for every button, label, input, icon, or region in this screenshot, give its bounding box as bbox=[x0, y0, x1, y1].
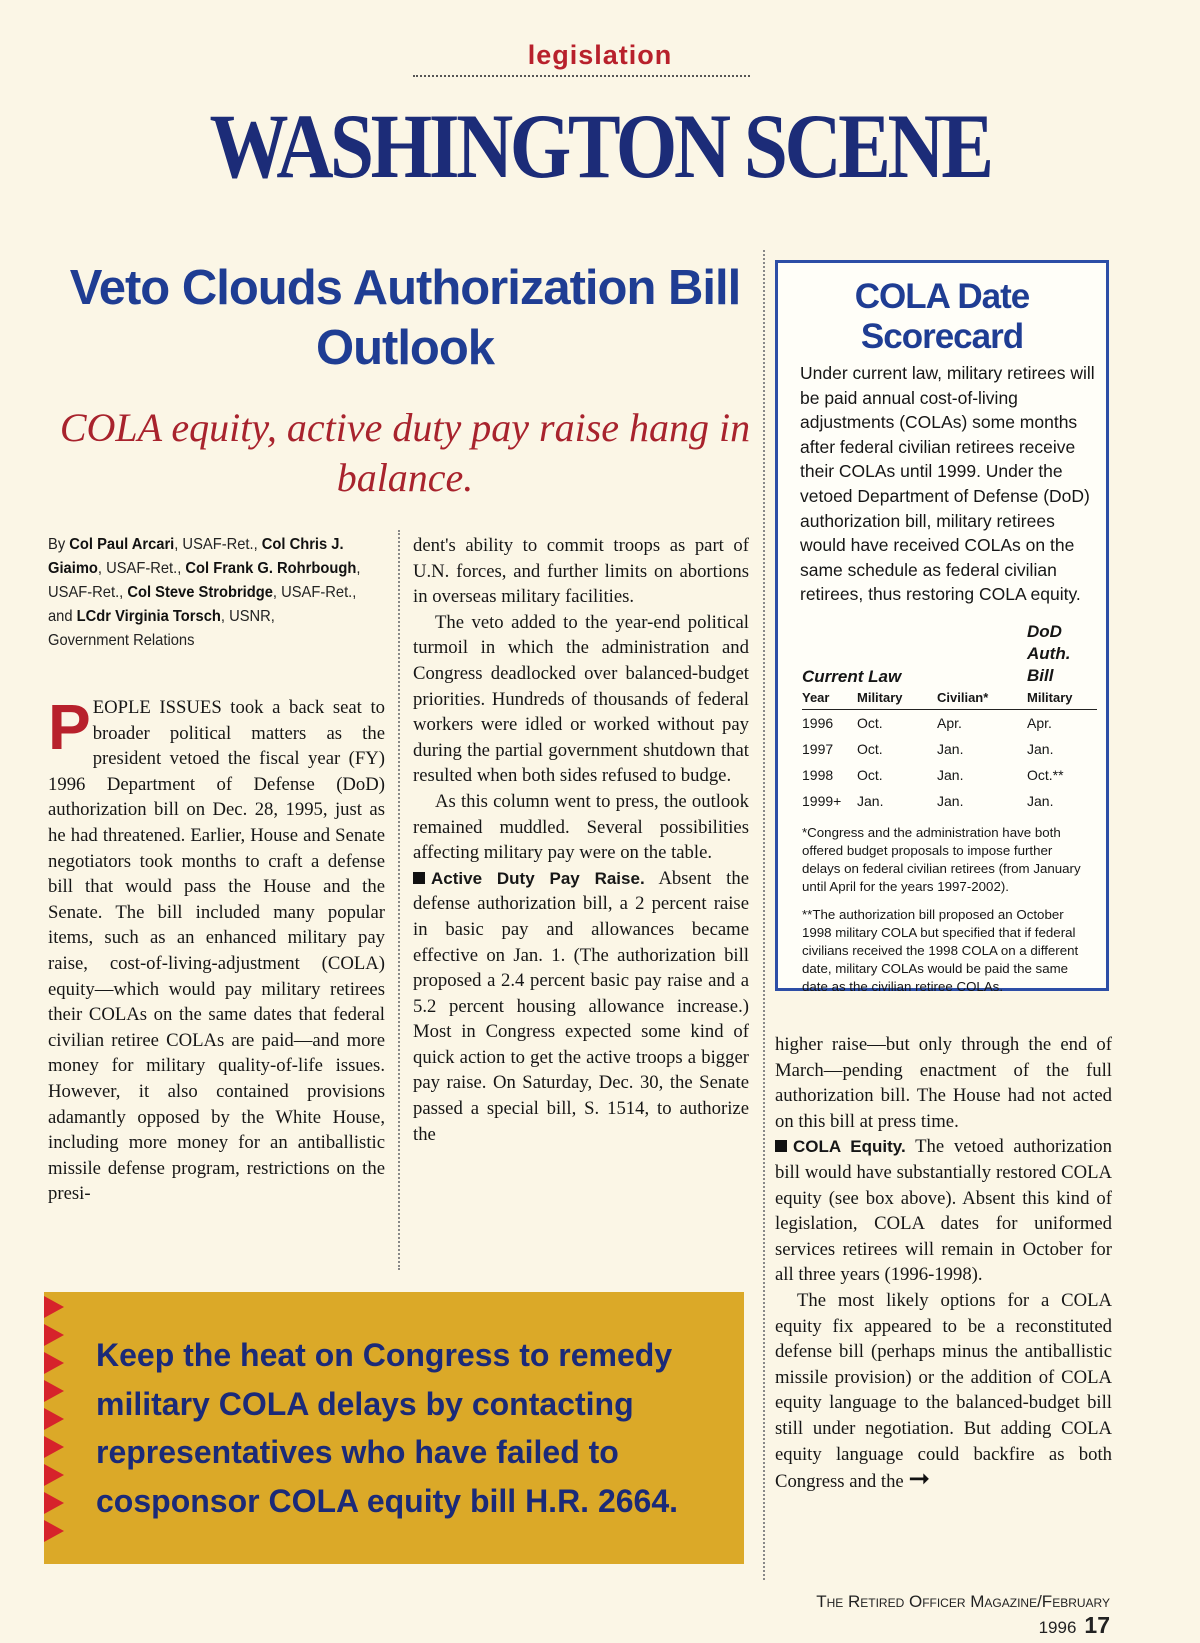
masthead: WASHINGTON SCENE bbox=[209, 95, 991, 197]
group-label: Current Law bbox=[802, 666, 902, 686]
table-cell: 1999+ bbox=[802, 792, 842, 809]
author-affil: USAF-Ret. bbox=[281, 584, 353, 601]
column-1 bbox=[48, 533, 385, 1207]
table-group-current bbox=[802, 617, 1027, 687]
table-cell: Oct. bbox=[857, 766, 883, 783]
table-group-dod bbox=[1027, 617, 1097, 687]
box-intro: Under current law, military retirees will be paid annual cost-of-living adjustments (COLAs) some months after federal civilian retirees receive their COLAs until 1999. Under the vetoed Department of Defense (DoD) authorization bill, military retirees would have received COLAs on the same schedule as federal civilian retirees, thus restoring COLA equity. bbox=[800, 363, 1095, 605]
column-3 bbox=[775, 1032, 1112, 1495]
subhead-cola-equity: COLA Equity. bbox=[793, 1137, 906, 1157]
table-cell: Oct. bbox=[857, 714, 883, 731]
table-cell: 1998 bbox=[802, 766, 834, 783]
triangle-marker-icon bbox=[44, 1324, 64, 1346]
headline: Veto Clouds Authorization Bill Outlook bbox=[69, 261, 741, 375]
lead-paragraph bbox=[48, 691, 385, 1207]
box-title: COLA Date Scorecard bbox=[854, 277, 1030, 356]
column-header: Military bbox=[857, 687, 937, 710]
byline: By Col Paul Arcari, USAF-Ret., Col Chris J. Giaimo, USAF-Ret., Col Frank G. Rohrbough, USAF-Ret., Col Steve Strobridge, USAF-Ret., and LCdr Virginia Torsch, USNR, Government Relations bbox=[48, 536, 361, 649]
triangle-marker-icon bbox=[44, 1520, 64, 1542]
table-cell: Jan. bbox=[937, 792, 964, 809]
paragraph-text: Absent the defense authorization bill, a 2 percent raise in basic pay and allowances became effective on Jan. 1. (The authorization bill proposed a 2.4 percent basic pay raise and a 5.2 percent housing allowance increase.) Most in Congress expected some kind of quick action to get the active troops a bigger pay raise. On Saturday, Dec. 30, the Senate passed a special bill, S. 1514, to authorize the bbox=[413, 867, 750, 1145]
footnote-1: *Congress and the administration have both offered budget proposals to impose further delays on federal civilian retirees (from January until April for the years 1997-2002). bbox=[802, 824, 1081, 894]
paragraph-text: took a back seat to broader political matters as the president vetoed the fiscal year (FY) 1996 Department of Defense (DoD) authorization bill on Dec. 28, 1995, just as he had threatened. Earlier, House and Senate negotiators took months to craft a defense bill that would pass the House and the Senate. The bill included many popular items, such as an enhanced military pay raise, cost-of-living-adjustment (COLA) equity—which would pay military retirees their COLAs on the same dates that federal civilian retiree COLAs are paid—and more money for military quality-of-life issues. However, it also contained provisions adamantly opposed by the White House, including more money for an antiballistic missile defense program, restrictions on the presi- bbox=[48, 697, 385, 1205]
paragraph-text: The most likely options for a COLA equity fix appeared to be a reconstituted defense bill (perhaps minus the antiballistic missile provision) or the addition of COLA equity language to the balanced-budget bill still under negotiation. But adding COLA equity language could backfire as both Congress and the bbox=[775, 1289, 1112, 1493]
table-cell: Jan. bbox=[857, 792, 884, 809]
column-rule bbox=[763, 250, 765, 1580]
group-label: Auth. Bill bbox=[1027, 643, 1071, 685]
table-cell: Apr. bbox=[937, 714, 962, 731]
author-affil: USAF-Ret. bbox=[182, 536, 254, 553]
author-affil: USNR bbox=[229, 608, 271, 625]
byline-prefix: By bbox=[48, 536, 66, 553]
lead-caps: EOPLE ISSUES bbox=[92, 697, 222, 718]
subhead-pay-raise: Active Duty Pay Raise. bbox=[431, 868, 645, 888]
table-cell: 1997 bbox=[802, 740, 834, 757]
author-name: Col Chris J. Giaimo bbox=[48, 536, 344, 577]
continue-arrow-icon: ➞ bbox=[908, 1464, 931, 1495]
paragraph: The veto added to the year-end political turmoil in which the administration and Congress deadlocked over balanced-budget priorities. Hundreds of thousands of federal workers were idled or worked without pay during the partial government shutdown that resulted when both sides refused to budge. bbox=[413, 611, 749, 787]
table-cell: Oct. bbox=[857, 740, 883, 757]
section-kicker: legislation bbox=[527, 40, 673, 70]
byline-dept: Government Relations bbox=[48, 632, 195, 649]
page-footer bbox=[750, 1592, 1110, 1639]
paragraph: higher raise—but only through the end of March—pending enactment of the full authorization bill. The House had not acted on this bill at press time. bbox=[775, 1034, 1112, 1132]
column-rule bbox=[398, 530, 400, 1270]
triangle-marker-icon bbox=[44, 1408, 64, 1430]
callout-text: Keep the heat on Congress to remedy military COLA delays by contacting representatives who have failed to cosponsor COLA equity bill H.R. 2664. bbox=[96, 1337, 679, 1519]
table-cell: Oct.** bbox=[1027, 766, 1064, 783]
callout-markers bbox=[44, 1296, 64, 1548]
author-name: Col Paul Arcari bbox=[69, 536, 175, 553]
cola-scorecard-box bbox=[775, 260, 1109, 994]
square-bullet-icon bbox=[413, 872, 425, 884]
cola-table bbox=[802, 617, 1097, 814]
paragraph bbox=[775, 1134, 1112, 1288]
column-header: Civilian* bbox=[937, 687, 1027, 710]
triangle-marker-icon bbox=[44, 1380, 64, 1402]
paragraph: As this column went to press, the outlook remained muddled. Several possibilities affecting military pay were on the table. bbox=[413, 790, 749, 864]
author-name: Col Steve Strobridge bbox=[127, 584, 273, 601]
table-cell: Jan. bbox=[937, 740, 964, 757]
paragraph-text: The vetoed authorization bill would have substantially restored COLA equity (see box above). Absent this kind of legislation, COLA dates for uniformed services retirees will remain in October for all three years (1996-1998). bbox=[775, 1136, 1112, 1286]
table-cell: Jan. bbox=[1027, 740, 1054, 757]
author-affil: USAF-Ret. bbox=[106, 560, 178, 577]
table-row bbox=[802, 709, 1097, 736]
triangle-marker-icon bbox=[44, 1464, 64, 1486]
byline-and: and bbox=[48, 608, 73, 625]
footnote-2: **The authorization bill proposed an October 1998 military COLA but specified that if federal civilians received the 1998 COLA on a different date, military COLAs would be paid the same date as the civilian retiree COLAs. bbox=[802, 906, 1079, 994]
author-name: Col Frank G. Rohrbough bbox=[185, 560, 357, 577]
group-label: DoD bbox=[1027, 621, 1062, 641]
deck: COLA equity, active duty pay raise hang in balance. bbox=[59, 405, 751, 500]
paragraph bbox=[775, 1288, 1112, 1495]
triangle-marker-icon bbox=[44, 1352, 64, 1374]
publication-line: The Retired Officer Magazine/February 1996 bbox=[816, 1592, 1110, 1637]
column-header: Year bbox=[802, 687, 857, 710]
table-cell: 1996 bbox=[802, 714, 834, 731]
author-affil: USAF-Ret. bbox=[48, 584, 120, 601]
table-row bbox=[802, 788, 1097, 814]
page-number: 17 bbox=[1084, 1612, 1110, 1638]
triangle-marker-icon bbox=[44, 1436, 64, 1458]
table-cell: Apr. bbox=[1027, 714, 1052, 731]
column-2 bbox=[413, 533, 749, 1147]
table-row bbox=[802, 736, 1097, 762]
drop-cap: P bbox=[48, 691, 91, 763]
table-cell: Jan. bbox=[937, 766, 964, 783]
column-header: Military bbox=[1027, 687, 1097, 710]
table-cell: Jan. bbox=[1027, 792, 1054, 809]
triangle-marker-icon bbox=[44, 1296, 64, 1318]
paragraph bbox=[413, 866, 749, 1148]
square-bullet-icon bbox=[775, 1140, 787, 1152]
paragraph: dent's ability to commit troops as part of U.N. forces, and further limits on abortions in overseas military facilities. bbox=[413, 535, 749, 608]
kicker-rule bbox=[413, 75, 750, 77]
table-row bbox=[802, 762, 1097, 788]
author-name: LCdr Virginia Torsch bbox=[76, 608, 221, 625]
triangle-marker-icon bbox=[44, 1492, 64, 1514]
